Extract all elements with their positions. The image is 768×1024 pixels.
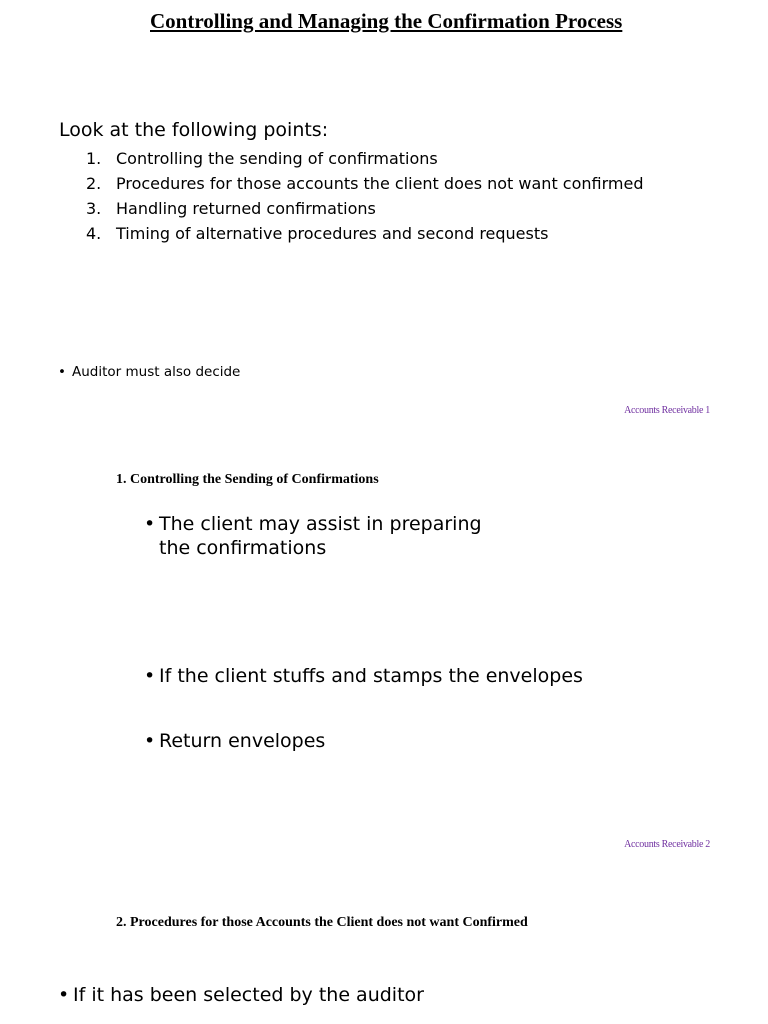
list-item-number: 1. <box>86 149 102 168</box>
bullet-text: If the client stuffs and stamps the envelopes <box>159 665 583 687</box>
intro-text: Look at the following points: <box>59 119 329 141</box>
points-list <box>86 146 643 246</box>
slide-footer-1: Accounts Receivable 1 <box>624 405 710 416</box>
list-item-number: 3. <box>86 199 102 218</box>
section1-bullet <box>144 512 514 560</box>
bullet-text: Return envelopes <box>159 730 326 752</box>
list-item-number: 2. <box>86 174 102 193</box>
bullet-marker: • <box>144 665 156 687</box>
bullet-text: The client may assist in preparing the confirmations <box>159 513 482 559</box>
list-item <box>86 196 643 221</box>
list-item-text: Controlling the sending of confirmations <box>116 149 438 168</box>
list-item <box>86 221 643 246</box>
document-title: Controlling and Managing the Confirmation Process <box>150 9 623 33</box>
section-heading-2: 2. Procedures for those Accounts the Client does not want Confirmed <box>116 915 528 930</box>
bullet-marker: • <box>144 513 156 535</box>
list-item <box>86 171 643 196</box>
bullet-marker: • <box>144 730 156 752</box>
section1-bullet <box>144 664 583 688</box>
list-item-number: 4. <box>86 224 102 243</box>
list-item <box>86 146 643 171</box>
auditor-bullet <box>58 363 240 381</box>
section-heading-1: 1. Controlling the Sending of Confirmations <box>116 472 379 487</box>
section1-bullet <box>144 729 325 753</box>
bullet-marker: • <box>58 984 70 1006</box>
list-item-text: Handling returned confirmations <box>116 199 376 218</box>
bullet-text: Auditor must also decide <box>72 364 241 380</box>
bullet-marker: • <box>58 364 66 380</box>
bullet-text: If it has been selected by the auditor <box>73 984 424 1006</box>
list-item-text: Timing of alternative procedures and second requests <box>116 224 549 243</box>
section2-bullet <box>58 983 424 1007</box>
slide-footer-2: Accounts Receivable 2 <box>624 839 710 850</box>
list-item-text: Procedures for those accounts the client does not want confirmed <box>116 174 644 193</box>
